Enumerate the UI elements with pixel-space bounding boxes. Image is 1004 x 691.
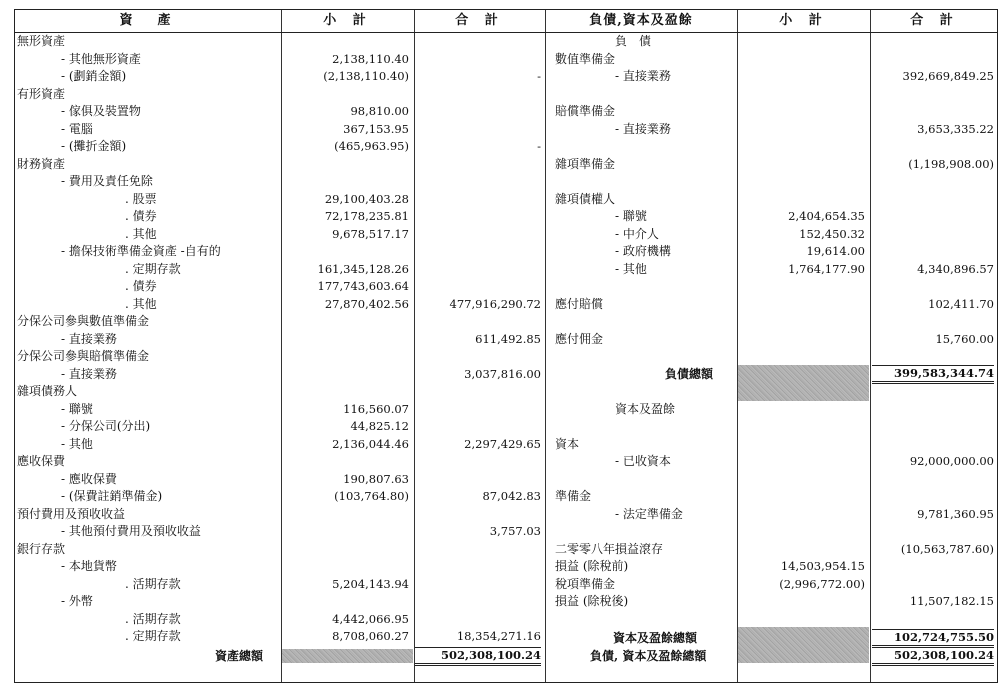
liability-row-total: (1,198,908.00) xyxy=(908,156,994,171)
liability-row-label: - 已收資本 xyxy=(615,454,671,468)
asset-row-total xyxy=(416,260,541,278)
liability-row-total: 11,507,182.15 xyxy=(909,594,994,608)
asset-row-subtotal: 72,178,235.81 xyxy=(324,209,409,223)
asset-row-total xyxy=(416,347,541,365)
asset-row-total xyxy=(416,102,541,120)
asset-row-label: 分保公司參與數值準備金 xyxy=(17,314,150,328)
liability-row-total xyxy=(872,225,994,243)
asset-row-label: - 擔保技術準備金資產 -自有的 xyxy=(61,244,221,258)
asset-row-total: 611,492.85 xyxy=(475,331,541,346)
asset-row-subtotal xyxy=(283,85,409,103)
asset-row-label: . 活期存款 xyxy=(125,576,181,591)
liability-row-subtotal xyxy=(739,592,865,610)
liability-row-total: (10,563,787.60) xyxy=(900,541,994,556)
liability-row-total: 9,781,360.95 xyxy=(917,506,994,521)
asset-row-total xyxy=(416,417,541,435)
asset-row-subtotal xyxy=(283,365,409,383)
grand-total-label: 負債, 資本及盈餘總額 xyxy=(590,649,707,663)
liability-row-label: 雜項債權人 xyxy=(555,191,616,206)
asset-row-label: 應收保費 xyxy=(17,454,66,468)
liability-row-total: 3,653,335.22 xyxy=(917,121,994,136)
liabilities-total-label: 負債總額 xyxy=(665,367,714,381)
asset-row-total xyxy=(416,85,541,103)
asset-row-subtotal xyxy=(283,155,409,173)
asset-row-label: . 債券 xyxy=(125,209,157,223)
liability-row-subtotal: (2,996,772.00) xyxy=(779,576,865,591)
asset-row-label: - 電腦 xyxy=(61,121,93,136)
asset-row-total xyxy=(416,190,541,208)
liability-row-subtotal xyxy=(739,487,865,505)
header-subtotal: 小 計 xyxy=(323,13,372,28)
asset-row-subtotal xyxy=(283,592,409,610)
capital-total-value: 102,724,755.50 xyxy=(872,629,994,648)
asset-row-label: - 其他 xyxy=(61,436,93,451)
asset-row-label: - 聯號 xyxy=(61,401,93,416)
asset-row-subtotal: (2,138,110.40) xyxy=(323,69,409,83)
asset-row-subtotal xyxy=(283,452,409,470)
asset-row-label: - (劃銷金額) xyxy=(61,69,127,83)
asset-row-total: 477,916,290.72 xyxy=(449,296,541,311)
asset-row-subtotal: 98,810.00 xyxy=(350,104,409,118)
asset-row-label: 有形資產 xyxy=(17,86,66,101)
liability-row-subtotal xyxy=(739,120,865,138)
asset-row-subtotal xyxy=(283,382,409,400)
liability-row-total xyxy=(872,575,994,593)
asset-row-label: - 直接業務 xyxy=(61,366,117,381)
liability-row-total xyxy=(872,32,994,50)
header-total: 合 計 xyxy=(910,13,959,28)
liability-row-subtotal xyxy=(739,67,865,85)
asset-row-total: 87,042.83 xyxy=(482,489,541,503)
liability-row-subtotal: 19,614.00 xyxy=(806,244,865,258)
liability-row-total: 15,760.00 xyxy=(935,331,994,346)
asset-row-subtotal: 8,708,060.27 xyxy=(332,629,409,643)
asset-row-subtotal: 4,442,066.95 xyxy=(332,611,409,626)
asset-row-subtotal: 9,678,517.17 xyxy=(332,226,409,241)
liability-row-subtotal xyxy=(739,330,865,348)
asset-row-label: - 應收保費 xyxy=(61,471,117,486)
asset-row-total xyxy=(416,610,541,628)
liability-row-subtotal: 2,404,654.35 xyxy=(788,209,865,223)
liability-row-subtotal xyxy=(739,505,865,523)
liability-row-subtotal xyxy=(739,400,865,418)
liability-row-subtotal xyxy=(739,540,865,558)
liability-row-total xyxy=(872,190,994,208)
liability-row-label: 資本及盈餘 xyxy=(615,401,676,416)
asset-row-label: . 債券 xyxy=(125,279,157,293)
asset-row-label: . 定期存款 xyxy=(125,261,181,276)
asset-row-label: - 費用及責任免除 xyxy=(61,174,153,188)
asset-row-label: . 活期存款 xyxy=(125,611,181,626)
header-total: 合 計 xyxy=(455,13,504,28)
asset-row-subtotal xyxy=(283,347,409,365)
column-divider xyxy=(414,10,415,682)
asset-row-total: - xyxy=(537,139,541,153)
asset-row-total: 2,297,429.65 xyxy=(464,436,541,451)
liability-row-label: 應付佣金 xyxy=(555,331,604,346)
asset-row-subtotal xyxy=(283,557,409,575)
header-liabilities: 負債,資本及盈餘 xyxy=(589,13,693,28)
liability-row-total: 92,000,000.00 xyxy=(909,454,994,468)
asset-row-subtotal: 2,136,044.46 xyxy=(332,436,409,451)
asset-row-total xyxy=(416,120,541,138)
asset-row-subtotal: 2,138,110.40 xyxy=(332,51,409,66)
liability-row-label: 損益 (除稅後) xyxy=(555,594,629,608)
asset-row-label: 銀行存款 xyxy=(17,541,66,556)
liability-row-subtotal xyxy=(739,452,865,470)
liability-row-label: - 直接業務 xyxy=(615,121,671,136)
liability-row-subtotal xyxy=(739,190,865,208)
liabilities-total-value: 399,583,344.74 xyxy=(872,365,994,384)
asset-row-label: - 其他無形資產 xyxy=(61,51,141,66)
header-subtotal: 小 計 xyxy=(779,13,828,28)
liability-row-label: 損益 (除稅前) xyxy=(555,559,629,573)
asset-row-total xyxy=(416,382,541,400)
asset-row-total xyxy=(416,312,541,330)
asset-row-total xyxy=(416,452,541,470)
asset-row-subtotal xyxy=(283,242,409,260)
asset-row-subtotal xyxy=(283,505,409,523)
asset-row-label: 雜項債務人 xyxy=(17,384,78,398)
liability-row-label: - 直接業務 xyxy=(615,69,671,83)
asset-row-subtotal: 116,560.07 xyxy=(343,401,409,416)
asset-row-total xyxy=(416,32,541,50)
asset-row-label: - 直接業務 xyxy=(61,331,117,346)
asset-row-subtotal xyxy=(283,522,409,540)
asset-row-total xyxy=(416,575,541,593)
assets-total-value: 502,308,100.24 xyxy=(415,647,541,666)
liability-row-label: - 政府機構 xyxy=(615,244,671,258)
asset-row-subtotal: 177,743,603.64 xyxy=(317,279,409,293)
liability-row-subtotal xyxy=(739,50,865,68)
liability-row-label: - 法定準備金 xyxy=(615,506,683,521)
asset-row-total xyxy=(416,207,541,225)
liability-row-label: 雜項準備金 xyxy=(555,156,616,171)
asset-row-label: 財務資產 xyxy=(17,156,66,171)
asset-row-subtotal: (103,764.80) xyxy=(334,489,409,503)
liability-row-subtotal xyxy=(739,295,865,313)
asset-row-total: 18,354,271.16 xyxy=(456,629,541,643)
liability-row-total xyxy=(872,435,994,453)
liability-row-subtotal xyxy=(739,155,865,173)
asset-row-total xyxy=(416,540,541,558)
liability-row-label: 稅項準備金 xyxy=(555,576,616,591)
asset-row-label: . 其他 xyxy=(125,226,157,241)
liability-row-total xyxy=(872,557,994,575)
liability-row-total xyxy=(872,207,994,225)
grand-total-value: 502,308,100.24 xyxy=(872,647,994,666)
column-divider xyxy=(737,10,738,682)
asset-row-subtotal xyxy=(283,312,409,330)
asset-row-label: . 定期存款 xyxy=(125,629,181,643)
asset-row-label: - 其他預付費用及預收收益 xyxy=(61,524,201,538)
asset-row-label: - (攤折金額) xyxy=(61,139,127,153)
liability-row-subtotal xyxy=(739,435,865,453)
liability-row-label: - 聯號 xyxy=(615,209,647,223)
liability-row-label: 負 債 xyxy=(615,34,652,48)
asset-row-label: 無形資產 xyxy=(17,34,66,48)
asset-row-label: . 其他 xyxy=(125,296,157,311)
asset-row-total: 3,037,816.00 xyxy=(464,366,541,381)
shaded-cell xyxy=(738,365,869,401)
liability-row-subtotal xyxy=(739,102,865,120)
liability-row-label: 二零零八年損益滾存 xyxy=(555,541,664,556)
asset-row-subtotal xyxy=(283,540,409,558)
liability-row-total: 392,669,849.25 xyxy=(902,69,994,83)
liability-row-label: 資本 xyxy=(555,436,580,451)
asset-row-total xyxy=(416,470,541,488)
header-assets: 資 產 xyxy=(119,13,177,28)
shaded-cell xyxy=(738,627,869,663)
liability-row-subtotal: 14,503,954.15 xyxy=(780,559,865,573)
column-divider xyxy=(281,10,282,682)
asset-row-label: 分保公司參與賠償準備金 xyxy=(17,349,150,363)
column-divider xyxy=(545,10,546,682)
asset-row-total xyxy=(416,155,541,173)
liability-row-total: 4,340,896.57 xyxy=(917,261,994,276)
column-divider xyxy=(870,10,871,682)
asset-row-subtotal: 29,100,403.28 xyxy=(324,191,409,206)
asset-row-subtotal xyxy=(283,172,409,190)
asset-row-subtotal: 44,825.12 xyxy=(350,419,409,433)
liability-row-subtotal xyxy=(739,32,865,50)
liability-row-label: - 其他 xyxy=(615,261,647,276)
asset-row-total xyxy=(416,277,541,295)
asset-row-subtotal: (465,963.95) xyxy=(334,139,409,153)
asset-row-subtotal: 27,870,402.56 xyxy=(324,296,409,311)
asset-row-total: - xyxy=(537,69,541,83)
liability-row-subtotal: 1,764,177.90 xyxy=(788,261,865,276)
asset-row-label: 預付費用及預收收益 xyxy=(17,506,126,521)
liability-row-total xyxy=(872,50,994,68)
liability-row-label: 應付賠償 xyxy=(555,296,604,311)
asset-row-subtotal: 5,204,143.94 xyxy=(332,576,409,591)
asset-row-total: 3,757.03 xyxy=(489,524,541,538)
asset-row-total xyxy=(416,557,541,575)
liability-row-total xyxy=(872,102,994,120)
asset-row-subtotal: 367,153.95 xyxy=(343,121,409,136)
asset-row-subtotal: 190,807.63 xyxy=(343,471,409,486)
liability-row-label: - 中介人 xyxy=(615,226,659,241)
asset-row-total xyxy=(416,242,541,260)
asset-row-total xyxy=(416,225,541,243)
balance-sheet xyxy=(14,9,998,683)
liability-row-label: 準備金 xyxy=(555,489,592,503)
liability-row-total xyxy=(872,242,994,260)
asset-row-total xyxy=(416,505,541,523)
asset-row-label: - (保費註銷準備金) xyxy=(61,489,163,503)
asset-row-label: - 外幣 xyxy=(61,594,93,608)
liability-row-label: 數值準備金 xyxy=(555,51,616,66)
asset-row-total xyxy=(416,172,541,190)
capital-total-label: 資本及盈餘總額 xyxy=(613,631,698,645)
asset-row-label: . 股票 xyxy=(125,191,157,206)
liability-row-total xyxy=(872,400,994,418)
asset-row-total xyxy=(416,50,541,68)
liability-row-total: 102,411.70 xyxy=(928,296,994,311)
liability-row-total xyxy=(872,487,994,505)
asset-row-subtotal xyxy=(283,330,409,348)
asset-row-subtotal: 161,345,128.26 xyxy=(317,261,409,276)
asset-row-subtotal xyxy=(283,32,409,50)
asset-row-label: - 本地貨幣 xyxy=(61,559,117,573)
liability-row-label: 賠償準備金 xyxy=(555,104,616,118)
assets-total-label: 資產總額 xyxy=(215,649,264,663)
shaded-cell xyxy=(282,649,413,663)
asset-row-label: - 分保公司(分出) xyxy=(61,419,151,433)
asset-row-label: - 傢俱及裝置物 xyxy=(61,104,141,118)
asset-row-total xyxy=(416,592,541,610)
asset-row-total xyxy=(416,400,541,418)
liability-row-subtotal: 152,450.32 xyxy=(799,226,865,241)
